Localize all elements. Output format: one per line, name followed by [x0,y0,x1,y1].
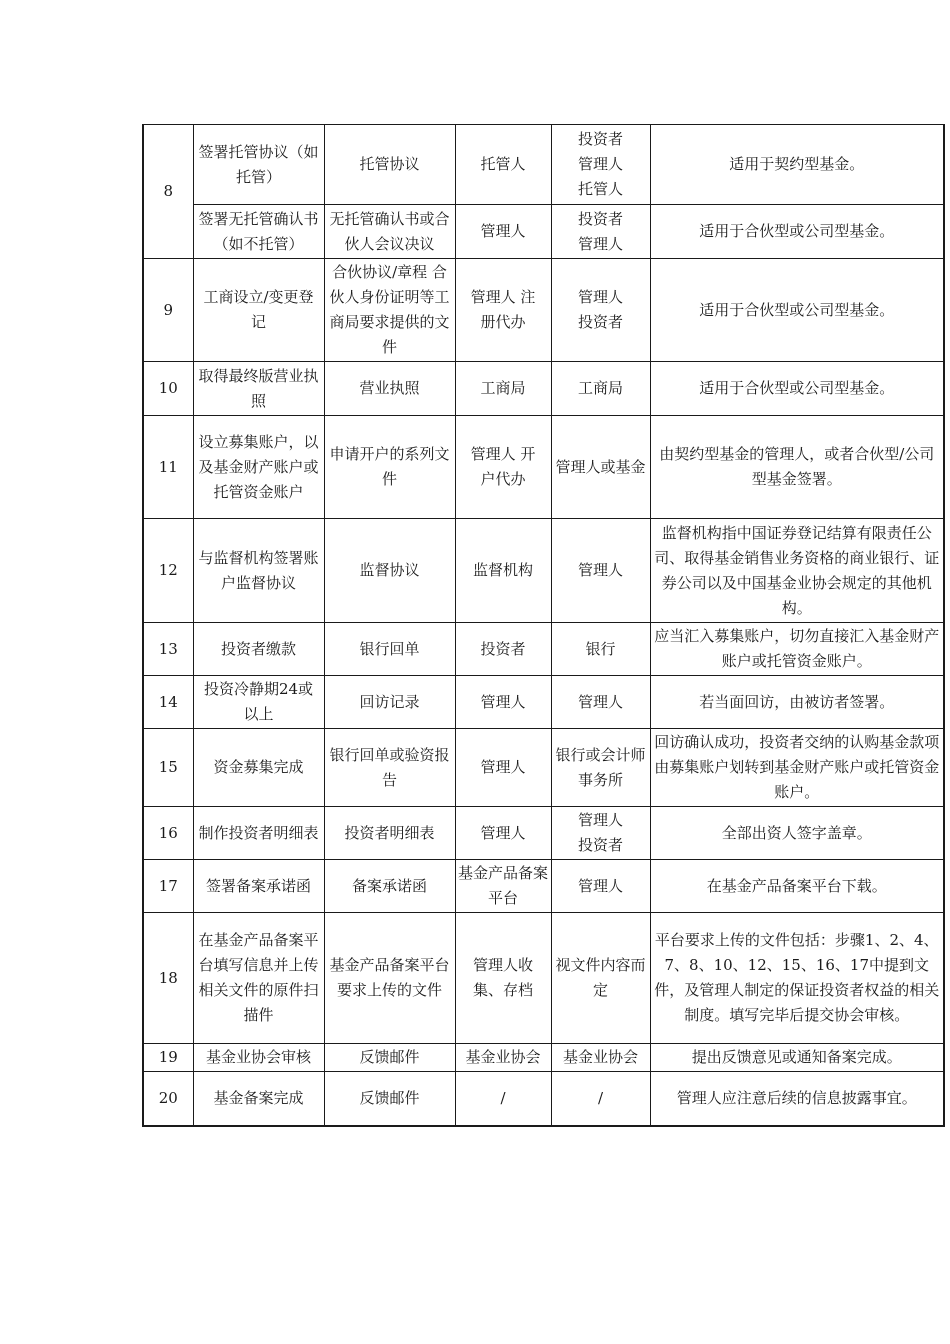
remark: 适用于合伙型或公司型基金。 [650,205,944,259]
document-name: 备案承诺函 [324,860,455,913]
step-number: 19 [143,1044,193,1072]
document-name: 投资者明细表 [324,807,455,860]
document-name: 无托管确认书或合伙人会议决议 [324,205,455,259]
provider: 工商局 [455,362,551,416]
step-number: 8 [143,125,193,259]
step-number: 16 [143,807,193,860]
step-name: 与监督机构签署账户监督协议 [193,519,324,623]
document-name: 基金产品备案平台要求上传的文件 [324,913,455,1044]
document-name: 托管协议 [324,125,455,205]
step-number: 10 [143,362,193,416]
remark: 在基金产品备案平台下载。 [650,860,944,913]
step-name: 制作投资者明细表 [193,807,324,860]
step-name: 在基金产品备案平台填写信息并上传相关文件的原件扫描件 [193,913,324,1044]
remark: 平台要求上传的文件包括：步骤1、2、4、7、8、10、12、15、16、17中提到文件，及管理人制定的保证投资者权益的相关制度。填写完毕后提交协会审核。 [650,913,944,1044]
step-number: 20 [143,1072,193,1126]
document-name: 合伙协议/章程 合伙人身份证明等工商局要求提供的文件 [324,259,455,362]
signer: 管理人 [551,519,650,623]
provider: 基金业协会 [455,1044,551,1072]
table-row [143,807,944,860]
remark: 管理人应注意后续的信息披露事宜。 [650,1072,944,1126]
table-row [143,913,944,1044]
provider: 投资者 [455,623,551,676]
provider: 管理人收集、存档 [455,913,551,1044]
signer: 基金业协会 [551,1044,650,1072]
signer: 银行 [551,623,650,676]
document-name: 银行回单 [324,623,455,676]
provider: 监督机构 [455,519,551,623]
remark: 适用于合伙型或公司型基金。 [650,362,944,416]
step-name: 基金业协会审核 [193,1044,324,1072]
step-name: 签署托管协议（如托管） [193,125,324,205]
signer: 投资者 管理人 [551,205,650,259]
remark: 提出反馈意见或通知备案完成。 [650,1044,944,1072]
step-number: 18 [143,913,193,1044]
signer: 视文件内容而定 [551,913,650,1044]
provider: 托管人 [455,125,551,205]
step-name: 基金备案完成 [193,1072,324,1126]
provider: 管理人 [455,807,551,860]
document-name: 回访记录 [324,676,455,729]
provider: / [455,1072,551,1126]
table-row [143,729,944,807]
table-row [143,125,944,205]
signer: 管理人 投资者 [551,259,650,362]
step-number: 12 [143,519,193,623]
provider: 管理人 [455,676,551,729]
document-name: 营业执照 [324,362,455,416]
step-number: 9 [143,259,193,362]
signer: 管理人 [551,860,650,913]
table-row [143,676,944,729]
remark: 若当面回访，由被访者签署。 [650,676,944,729]
provider: 管理人 开户代办 [455,416,551,519]
table-row [143,259,944,362]
signer: 投资者 管理人 托管人 [551,125,650,205]
step-name: 工商设立/变更登记 [193,259,324,362]
remark: 适用于契约型基金。 [650,125,944,205]
table-row [143,205,944,259]
remark: 由契约型基金的管理人，或者合伙型/公司型基金签署。 [650,416,944,519]
step-number: 13 [143,623,193,676]
provider: 管理人 注册代办 [455,259,551,362]
remark: 监督机构指中国证券登记结算有限责任公司、取得基金销售业务资格的商业银行、证券公司以及中国基金业协会规定的其他机构。 [650,519,944,623]
table-row [143,1044,944,1072]
remark: 应当汇入募集账户，切勿直接汇入基金财产账户或托管资金账户。 [650,623,944,676]
document-name: 监督协议 [324,519,455,623]
table-row [143,362,944,416]
signer: 管理人或基金 [551,416,650,519]
signer: 管理人 [551,676,650,729]
remark: 适用于合伙型或公司型基金。 [650,259,944,362]
signer: 工商局 [551,362,650,416]
document-name: 申请开户的系列文件 [324,416,455,519]
remark: 全部出资人签字盖章。 [650,807,944,860]
provider: 管理人 [455,205,551,259]
step-number: 17 [143,860,193,913]
procedure-table [142,124,945,1127]
table-row [143,623,944,676]
step-name: 签署无托管确认书（如不托管） [193,205,324,259]
signer: / [551,1072,650,1126]
step-number: 14 [143,676,193,729]
step-name: 投资冷静期24或以上 [193,676,324,729]
remark: 回访确认成功，投资者交纳的认购基金款项由募集账户划转到基金财产账户或托管资金账户。 [650,729,944,807]
provider: 基金产品备案平台 [455,860,551,913]
document-name: 银行回单或验资报告 [324,729,455,807]
table-row [143,519,944,623]
step-name: 资金募集完成 [193,729,324,807]
table-row [143,416,944,519]
step-number: 11 [143,416,193,519]
table-row [143,860,944,913]
provider: 管理人 [455,729,551,807]
signer: 银行或会计师事务所 [551,729,650,807]
table-row [143,1072,944,1126]
step-name: 投资者缴款 [193,623,324,676]
signer: 管理人 投资者 [551,807,650,860]
step-name: 设立募集账户，以及基金财产账户或托管资金账户 [193,416,324,519]
step-number: 15 [143,729,193,807]
document-name: 反馈邮件 [324,1072,455,1126]
step-name: 取得最终版营业执照 [193,362,324,416]
step-name: 签署备案承诺函 [193,860,324,913]
document-name: 反馈邮件 [324,1044,455,1072]
